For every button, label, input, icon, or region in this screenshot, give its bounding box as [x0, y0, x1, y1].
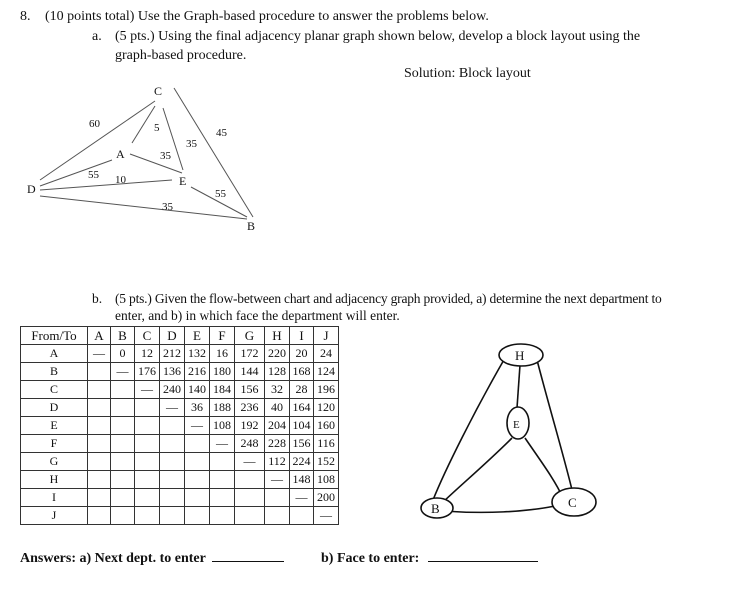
table-cell — [135, 507, 160, 525]
table-cell: 16 — [210, 345, 235, 363]
table-cell — [160, 435, 185, 453]
table-row — [21, 453, 339, 471]
answer-b-label: b) Face to enter: — [321, 551, 420, 566]
table-cell — [88, 417, 111, 435]
edge-label-d-a: 55 — [88, 169, 99, 181]
col-header: I — [290, 327, 314, 345]
table-cell — [88, 471, 111, 489]
table-cell: 148 — [290, 471, 314, 489]
node-c: C — [568, 495, 577, 510]
table-row — [21, 507, 339, 525]
table-cell: — — [210, 435, 235, 453]
table-cell — [160, 489, 185, 507]
table-cell: 12 — [135, 345, 160, 363]
table-cell: 196 — [314, 381, 339, 399]
table-cell — [111, 399, 135, 417]
edge-h-c — [537, 360, 573, 494]
table-cell: 172 — [235, 345, 265, 363]
table-row — [21, 471, 339, 489]
edge-label-d-e: 10 — [115, 174, 126, 186]
table-cell — [235, 471, 265, 489]
table-cell — [235, 489, 265, 507]
table-cell: 176 — [135, 363, 160, 381]
table-cell — [88, 489, 111, 507]
table-cell: 128 — [265, 363, 290, 381]
table-cell: — — [135, 381, 160, 399]
adjacency-graph-a — [0, 0, 330, 245]
col-header: G — [235, 327, 265, 345]
table-cell: — — [265, 471, 290, 489]
table-row — [21, 381, 339, 399]
answer-a-line — [20, 547, 284, 567]
table-cell: 120 — [314, 399, 339, 417]
table-cell — [160, 471, 185, 489]
row-label: J — [21, 507, 88, 525]
node-b: B — [247, 219, 256, 233]
table-cell — [88, 381, 111, 399]
table-row — [21, 363, 339, 381]
edge-label-e-b: 55 — [215, 188, 226, 200]
row-label: D — [21, 399, 88, 417]
table-cell — [111, 507, 135, 525]
table-cell: 168 — [290, 363, 314, 381]
table-cell: — — [88, 345, 111, 363]
table-cell: 212 — [160, 345, 185, 363]
table-cell: — — [314, 507, 339, 525]
table-cell: 156 — [235, 381, 265, 399]
table-cell — [265, 489, 290, 507]
table-cell — [210, 453, 235, 471]
table-cell — [290, 507, 314, 525]
node-h: H — [515, 348, 525, 363]
table-cell: — — [185, 417, 210, 435]
node-b: B — [431, 501, 440, 516]
node-c: C — [154, 84, 163, 98]
node-e: E — [513, 419, 520, 431]
edge-d-e — [40, 180, 172, 190]
table-cell: 156 — [290, 435, 314, 453]
table-cell: 36 — [185, 399, 210, 417]
table-cell — [210, 471, 235, 489]
table-cell — [111, 453, 135, 471]
table-cell: — — [111, 363, 135, 381]
table-cell — [210, 489, 235, 507]
table-cell — [235, 507, 265, 525]
table-cell: 40 — [265, 399, 290, 417]
col-header: B — [111, 327, 135, 345]
table-cell — [111, 381, 135, 399]
table-cell: 188 — [210, 399, 235, 417]
node-d: D — [27, 182, 36, 196]
table-cell: 20 — [290, 345, 314, 363]
table-cell — [88, 507, 111, 525]
row-label: G — [21, 453, 88, 471]
col-header: F — [210, 327, 235, 345]
table-cell — [135, 453, 160, 471]
table-cell — [185, 489, 210, 507]
row-label: I — [21, 489, 88, 507]
table-row — [21, 435, 339, 453]
row-label: E — [21, 417, 88, 435]
edge-a-e — [130, 154, 182, 173]
table-cell — [111, 417, 135, 435]
part-b-line2: enter, and b) in which face the department will enter. — [115, 308, 400, 323]
edge-a-c — [132, 106, 155, 143]
table-cell — [88, 453, 111, 471]
node-a: A — [116, 147, 125, 161]
row-label: A — [21, 345, 88, 363]
answer-b-blank[interactable] — [428, 547, 538, 562]
table-cell: 28 — [290, 381, 314, 399]
table-cell: 160 — [314, 417, 339, 435]
table-cell: 124 — [314, 363, 339, 381]
edge-label-d-c: 60 — [89, 118, 100, 130]
table-cell: 140 — [185, 381, 210, 399]
table-cell — [111, 489, 135, 507]
node-e: E — [179, 174, 187, 188]
table-cell — [88, 435, 111, 453]
table-cell — [185, 435, 210, 453]
table-cell: 236 — [235, 399, 265, 417]
edge-label-c-b: 45 — [216, 127, 227, 139]
table-cell — [135, 399, 160, 417]
edge-h-e — [517, 365, 520, 408]
table-cell: 192 — [235, 417, 265, 435]
table-cell: 144 — [235, 363, 265, 381]
table-cell — [135, 489, 160, 507]
table-cell: — — [160, 399, 185, 417]
table-cell: 204 — [265, 417, 290, 435]
table-cell: 248 — [235, 435, 265, 453]
table-cell: 108 — [210, 417, 235, 435]
table-cell: 228 — [265, 435, 290, 453]
edge-label-d-b: 35 — [162, 201, 173, 213]
table-cell — [185, 453, 210, 471]
col-header: A — [88, 327, 111, 345]
table-cell: — — [235, 453, 265, 471]
edge-c-b — [174, 88, 253, 217]
part-a-line1: (5 pts.) Using the final adjacency planar graph shown below, develop a block layout using the — [115, 29, 641, 44]
question-header: (10 points total) Use the Graph-based procedure to answer the problems below. — [45, 9, 489, 24]
table-cell: 112 — [265, 453, 290, 471]
col-header: D — [160, 327, 185, 345]
table-cell: 180 — [210, 363, 235, 381]
edge-b-c — [443, 506, 555, 512]
solution-label: Solution: Block layout — [404, 66, 531, 81]
answer-a-label: Answers: a) Next dept. to enter — [20, 551, 206, 566]
table-cell: 132 — [185, 345, 210, 363]
row-label: C — [21, 381, 88, 399]
table-cell: 32 — [265, 381, 290, 399]
table-row — [21, 417, 339, 435]
table-header-row — [21, 327, 339, 345]
edge-label-a-e: 35 — [160, 150, 171, 162]
table-cell: 184 — [210, 381, 235, 399]
table-cell — [160, 453, 185, 471]
table-cell — [88, 399, 111, 417]
table-cell — [135, 417, 160, 435]
adjacency-graph-b — [415, 330, 615, 530]
row-label: H — [21, 471, 88, 489]
row-label: B — [21, 363, 88, 381]
col-header: E — [185, 327, 210, 345]
table-cell — [135, 471, 160, 489]
table-cell: 104 — [290, 417, 314, 435]
table-cell: 24 — [314, 345, 339, 363]
table-cell — [88, 363, 111, 381]
table-cell: 220 — [265, 345, 290, 363]
table-cell — [160, 507, 185, 525]
flow-between-chart — [20, 326, 339, 525]
table-cell — [210, 507, 235, 525]
table-cell: 136 — [160, 363, 185, 381]
table-row — [21, 399, 339, 417]
edge-label-a-c: 5 — [154, 122, 160, 134]
table-cell: 116 — [314, 435, 339, 453]
table-cell — [185, 507, 210, 525]
table-cell — [111, 471, 135, 489]
table-cell: 152 — [314, 453, 339, 471]
answer-b-line — [321, 547, 538, 567]
table-cell — [185, 471, 210, 489]
table-cell — [111, 435, 135, 453]
table-cell: 108 — [314, 471, 339, 489]
part-a-label: a. — [92, 29, 102, 44]
edge-e-b — [440, 438, 512, 505]
table-cell: 240 — [160, 381, 185, 399]
answer-a-blank[interactable] — [212, 547, 284, 562]
table-cell: 0 — [111, 345, 135, 363]
table-cell: — — [290, 489, 314, 507]
table-cell: 216 — [185, 363, 210, 381]
part-b-label: b. — [92, 291, 103, 306]
part-a-line2: graph-based procedure. — [115, 48, 247, 63]
table-row — [21, 345, 339, 363]
question-number: 8. — [20, 9, 31, 24]
edge-label-c-e: 35 — [186, 138, 197, 150]
edge-e-c — [525, 438, 563, 498]
col-header: C — [135, 327, 160, 345]
table-corner: From/To — [21, 327, 88, 345]
table-cell: 200 — [314, 489, 339, 507]
table-cell — [265, 507, 290, 525]
flow-table-body — [21, 345, 339, 525]
table-cell — [135, 435, 160, 453]
table-cell: 164 — [290, 399, 314, 417]
col-header: J — [314, 327, 339, 345]
part-b-line1: (5 pts.) Given the flow-between chart and adjacency graph provided, a) determine the next department to — [115, 291, 662, 306]
table-row — [21, 489, 339, 507]
row-label: F — [21, 435, 88, 453]
table-cell: 224 — [290, 453, 314, 471]
table-cell — [160, 417, 185, 435]
col-header: H — [265, 327, 290, 345]
